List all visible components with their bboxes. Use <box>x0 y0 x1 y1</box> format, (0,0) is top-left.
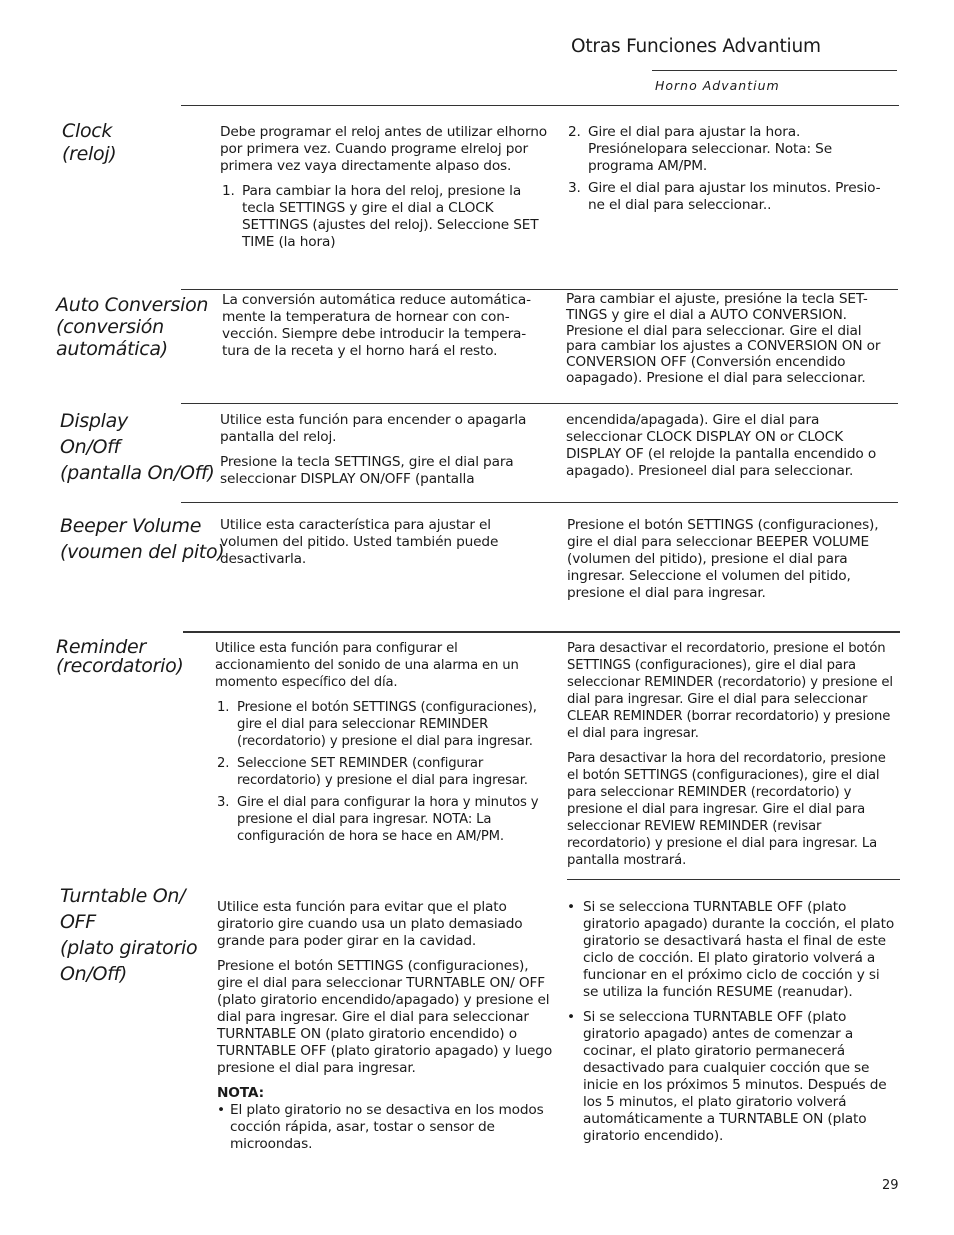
page-section-title: Otras Funciones Advantium <box>571 36 821 57</box>
clock-step-2: 2. Gire el dial para ajustar la hora. Presiónelopara seleccionar. Nota: Se programa AM/PM. <box>568 124 832 174</box>
header-divider-short <box>652 70 897 71</box>
turntable-bullet-2: • Si se selecciona TURNTABLE OFF (plato giratorio apagado) antes de comenzar a cocinar, el plato giratorio permanecerá desactivado para cualquier cocción que se inicie en los próximos 5 minutos. Después de los 5 minutos, el plato giratorio volverá automáticamente a TURNTABLE ON (plato giratorio encendido). <box>567 1009 887 1144</box>
auto-conversion-heading: Auto Conversion (conversión automática) <box>56 294 209 360</box>
clock-right-column <box>566 124 896 220</box>
turntable-left-column <box>217 899 553 1161</box>
display-instructions: Presione la tecla SETTINGS, gire el dial para seleccionar DISPLAY ON/OFF (pantalla <box>220 454 514 487</box>
reminder-right-column <box>567 640 899 877</box>
beeper-left-column: Utilice esta característica para ajustar el volumen del pitido. Usted también puede desactivarla. <box>220 517 499 567</box>
section-divider <box>181 289 898 290</box>
turntable-intro: Utilice esta función para evitar que el plato giratorio gire cuando usa un plato demasiado grande para poder girar en la cavidad. <box>217 899 523 949</box>
clock-step-3: 3. Gire el dial para ajustar los minutos. Presio-ne el dial para seleccionar.. <box>568 180 881 213</box>
page-number: 29 <box>882 1178 899 1193</box>
turntable-instructions: Presione el botón SETTINGS (configuraciones), gire el dial para seleccionar TURNTABLE ON/ OFF (plato giratorio encendido/apagado) y presione el dial para ingresar. Gire el dial para seleccionar TURNTABLE ON (plato giratorio encendido) o TURNTABLE OFF (plato giratorio apagado) y luego presione el dial para ingresar. <box>217 958 553 1076</box>
turntable-bullet-1: • Si se selecciona TURNTABLE OFF (plato giratorio apagado) durante la cocción, el plato giratorio se desactivará hasta el final de este ciclo de cocción. El plato giratorio volverá a funcionar en el próximo ciclo de cocción y si se utiliza la función RESUME (reanudar). <box>567 899 895 1000</box>
auto-conversion-left-column: La conversión automática reduce automática-mente la temperatura de hornear con con-vección. Siempre debe introducir la tempera-tura de la receta y el horno hará el resto. <box>222 292 531 359</box>
section-divider <box>181 502 898 503</box>
reminder-step-1: 1. Presione el botón SETTINGS (configuraciones), gire el dial para seleccionar REMINDER (recordatorio) y presione el dial para ingresar. <box>217 700 537 749</box>
beeper-right-column: Presione el botón SETTINGS (configuraciones), gire el dial para seleccionar BEEPER VOLUME (volumen del pitido), presione el dial para ingresar. Seleccione el volumen del pitido, presione el dial para ingresar. <box>567 517 879 601</box>
reminder-step-2: 2. Seleccione SET REMINDER (configurar recordatorio) y presione el dial para ingresar. <box>217 756 528 788</box>
turntable-right-column <box>567 899 897 1153</box>
reminder-review-instructions: Para desactivar la hora del recordatorio, presione el botón SETTINGS (configuraciones), gire el dial para seleccionar REMINDER (recordatorio) y presione el dial para ingresar. Gire el dial para seleccionar REVIEW REMINDER (revisar recordatorio) y presione el dial para ingresar. La pantalla mostrará. <box>567 751 886 868</box>
section-divider <box>567 879 900 880</box>
display-left-column <box>220 412 550 496</box>
header-divider-long <box>181 105 899 106</box>
clock-left-column <box>220 124 550 257</box>
auto-conversion-right-column: Para cambiar el ajuste, presióne la tecla SET-TINGS y gire el dial a AUTO CONVERSION. Presione el dial para seleccionar. Gire el dial para cambiar los ajustes a CONVERSION ON or CONVERSION OFF (Conversión encendido oapagado). Presione el dial para seleccionar. <box>566 291 881 386</box>
turntable-note-bullet: • El plato giratorio no se desactiva en los modos cocción rápida, asar, tostar o sensor de microondas. <box>217 1102 544 1152</box>
clock-intro: Debe programar el reloj antes de utilizar elhorno por primera vez. Cuando programe elreloj por primera vez vaya directamente alpaso dos. <box>220 124 548 174</box>
beeper-volume-heading: Beeper Volume (voumen del pito) <box>60 515 225 563</box>
section-divider <box>183 631 900 633</box>
display-intro: Utilice esta función para encender o apagarla pantalla del reloj. <box>220 412 527 445</box>
display-heading: Display On/Off (pantalla On/Off) <box>60 410 215 484</box>
turntable-heading: Turntable On/ OFF (plato giratorio On/Off) <box>60 885 198 985</box>
turntable-note-label: NOTA: <box>217 1085 264 1101</box>
display-right-column: encendida/apagada). Gire el dial para seleccionar CLOCK DISPLAY ON or CLOCK DISPLAY OF (el relojde la pantalla encendido o apagado). Presioneel dial para seleccionar. <box>566 412 877 479</box>
section-divider <box>181 403 898 404</box>
clock-heading: Clock (reloj) <box>62 120 117 165</box>
reminder-intro: Utilice esta función para configurar el accionamiento del sonido de una alarma en un momento específico del día. <box>215 641 519 690</box>
reminder-left-column <box>215 640 551 851</box>
reminder-clear-instructions: Para desactivar el recordatorio, presione el botón SETTINGS (configuraciones), gire el dial para seleccionar REMINDER (recordatorio) y presione el dial para ingresar. Gire el dial para seleccionar CLEAR REMINDER (borrar recordatorio) y presione el dial para ingresar. <box>567 641 893 741</box>
page-subtitle: Horno Advantium <box>655 78 780 93</box>
reminder-heading: Reminder (recordatorio) <box>56 636 184 677</box>
reminder-step-3: 3. Gire el dial para configurar la hora y minutos y presione el dial para ingresar. NOTA: La configuración de hora se hace en AM/PM. <box>217 795 539 844</box>
clock-step-1: 1. Para cambiar la hora del reloj, presione la tecla SETTINGS y gire el dial a CLOCK SETTINGS (ajustes del reloj). Seleccione SET TIME (la hora) <box>222 183 539 250</box>
